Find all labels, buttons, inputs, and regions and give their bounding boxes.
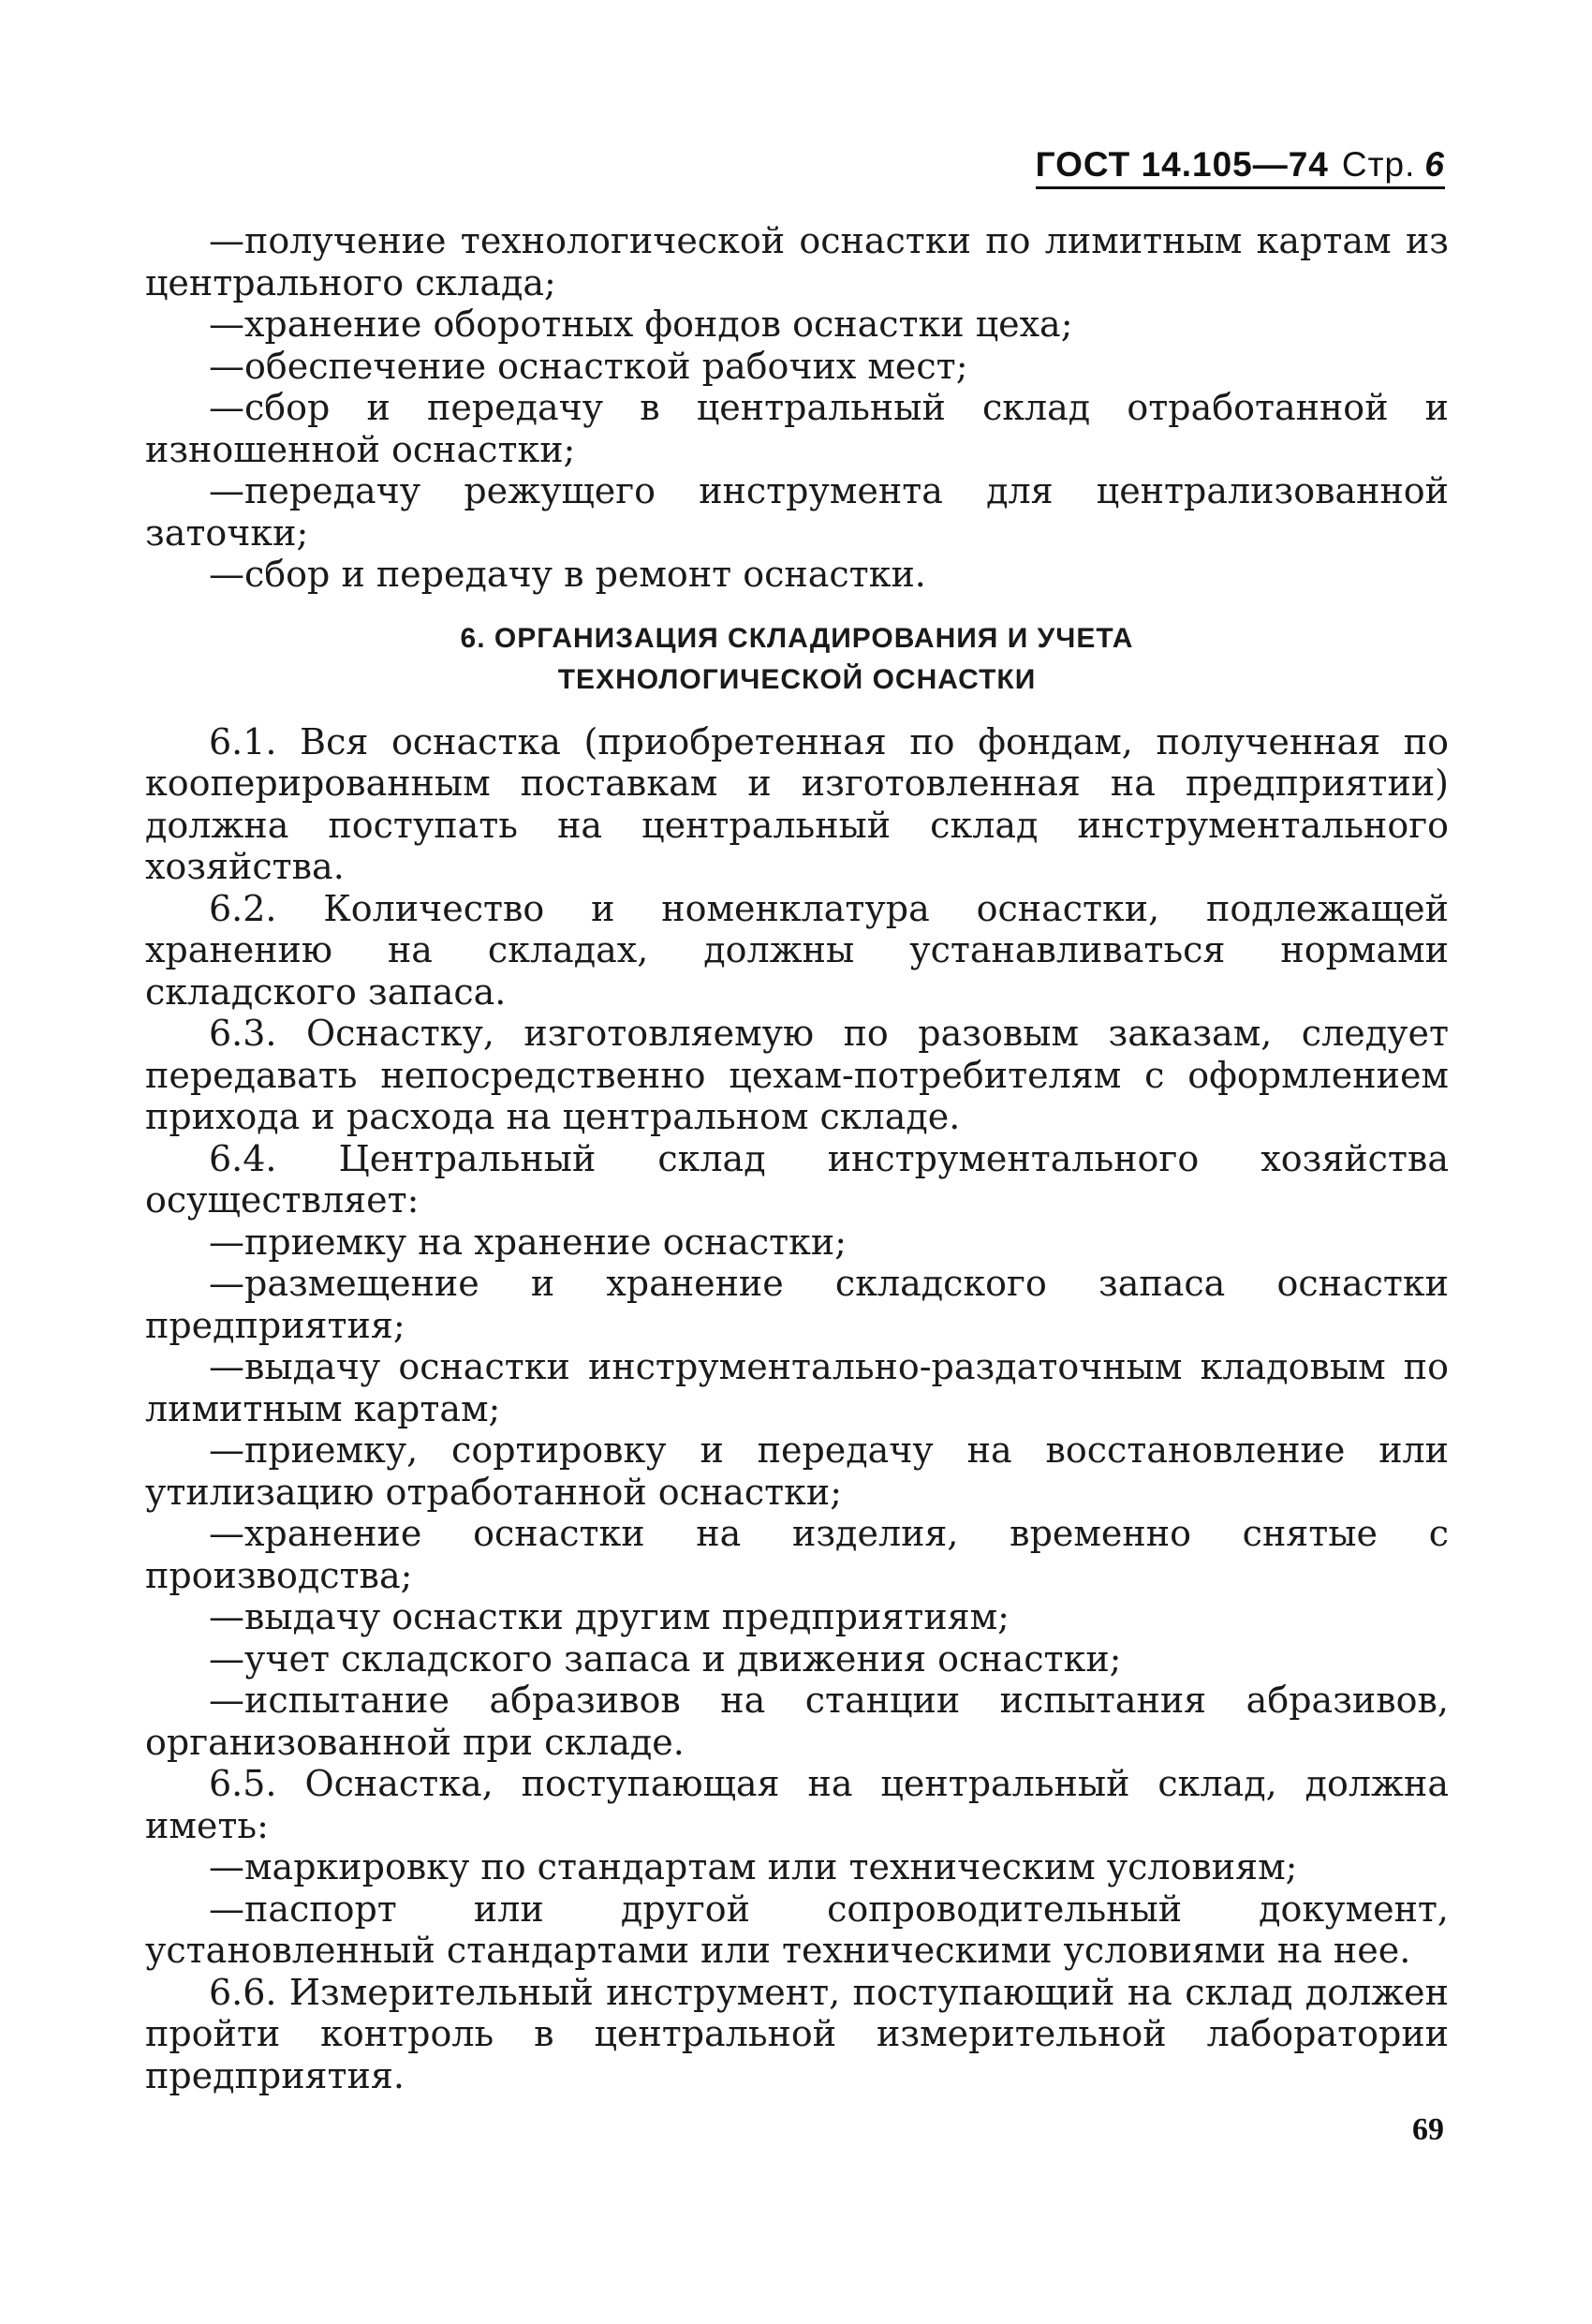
footer-page-number: 69 — [1412, 2112, 1444, 2147]
list-item: —передачу режущего инструмента для централизованной заточки; — [145, 470, 1449, 554]
list-item: —учет складского запаса и движения оснастки; — [209, 1637, 1122, 1680]
document-body — [145, 220, 1449, 2096]
list-item: —сбор и передачу в центральный склад отработанной и изношенной оснастки; — [145, 387, 1449, 470]
list-item: —маркировку по стандартам или техническим условиям; — [209, 1846, 1298, 1887]
clause-6-2: 6.2. Количество и номенклатура оснастки, подлежащей хранению на складах, должны устанавливаться нормами складского запаса. — [145, 887, 1449, 1013]
clause-6-6: 6.6. Измерительный инструмент, поступающий на склад должен пройти контроль в центральной измерительной лаборатории предприятия. — [145, 1971, 1449, 2096]
clause-6-5: 6.5. Оснастка, поступающая на центральный склад, должна иметь: — [145, 1763, 1449, 1846]
standard-number: ГОСТ 14.105—74 — [1035, 145, 1329, 184]
list-item: —приемку, сортировку и передачу на восстановление или утилизацию отработанной оснастки; — [145, 1429, 1449, 1513]
clause-6-4: 6.4. Центральный склад инструментального хозяйства осуществляет: — [145, 1137, 1449, 1221]
list-item: —приемку на хранение оснастки; — [209, 1221, 848, 1263]
list-item: —выдачу оснастки инструментально-раздаточным кладовым по лимитным картам; — [145, 1346, 1449, 1429]
list-item: —выдачу оснастки другим предприятиям; — [209, 1596, 1010, 1637]
list-item: —обеспечение оснасткой рабочих мест; — [209, 345, 968, 387]
section-heading — [145, 618, 1449, 701]
list-item: —испытание абразивов на станции испытания абразивов, организованной при складе. — [145, 1680, 1449, 1763]
list-item: —хранение оснастки на изделия, временно снятые с производства; — [145, 1513, 1449, 1596]
list-item: —хранение оборотных фондов оснастки цеха; — [209, 303, 1073, 345]
page-header — [1036, 145, 1445, 189]
list-item: —размещение и хранение складского запаса оснастки предприятия; — [145, 1263, 1449, 1346]
header-page-number: 6 — [1424, 145, 1445, 184]
list-item: —сбор и передачу в ремонт оснастки. — [209, 554, 926, 595]
page-label: Стр. — [1341, 145, 1416, 184]
list-item: —паспорт или другой сопроводительный документ, установленный стандартами или техническими условиями на нее. — [145, 1887, 1449, 1971]
clause-6-3: 6.3. Оснастку, изготовляемую по разовым заказам, следует передавать непосредственно цехам-потребителям с оформлением прихода и расхода на центральном складе. — [145, 1013, 1449, 1137]
list-item: —получение технологической оснастки по лимитным картам из центрального склада; — [145, 220, 1449, 303]
clause-6-1: 6.1. Вся оснастка (приобретенная по фондам, полученная по кооперированным поставкам и изготовленная на предприятии) должна поступать на центральный склад инструментального хозяйства. — [145, 720, 1449, 887]
section-heading-line-2: ТЕХНОЛОГИЧЕСКОЙ ОСНАСТКИ — [557, 663, 1037, 695]
section-heading-line-1: 6. ОРГАНИЗАЦИЯ СКЛАДИРОВАНИЯ И УЧЕТА — [460, 622, 1134, 654]
